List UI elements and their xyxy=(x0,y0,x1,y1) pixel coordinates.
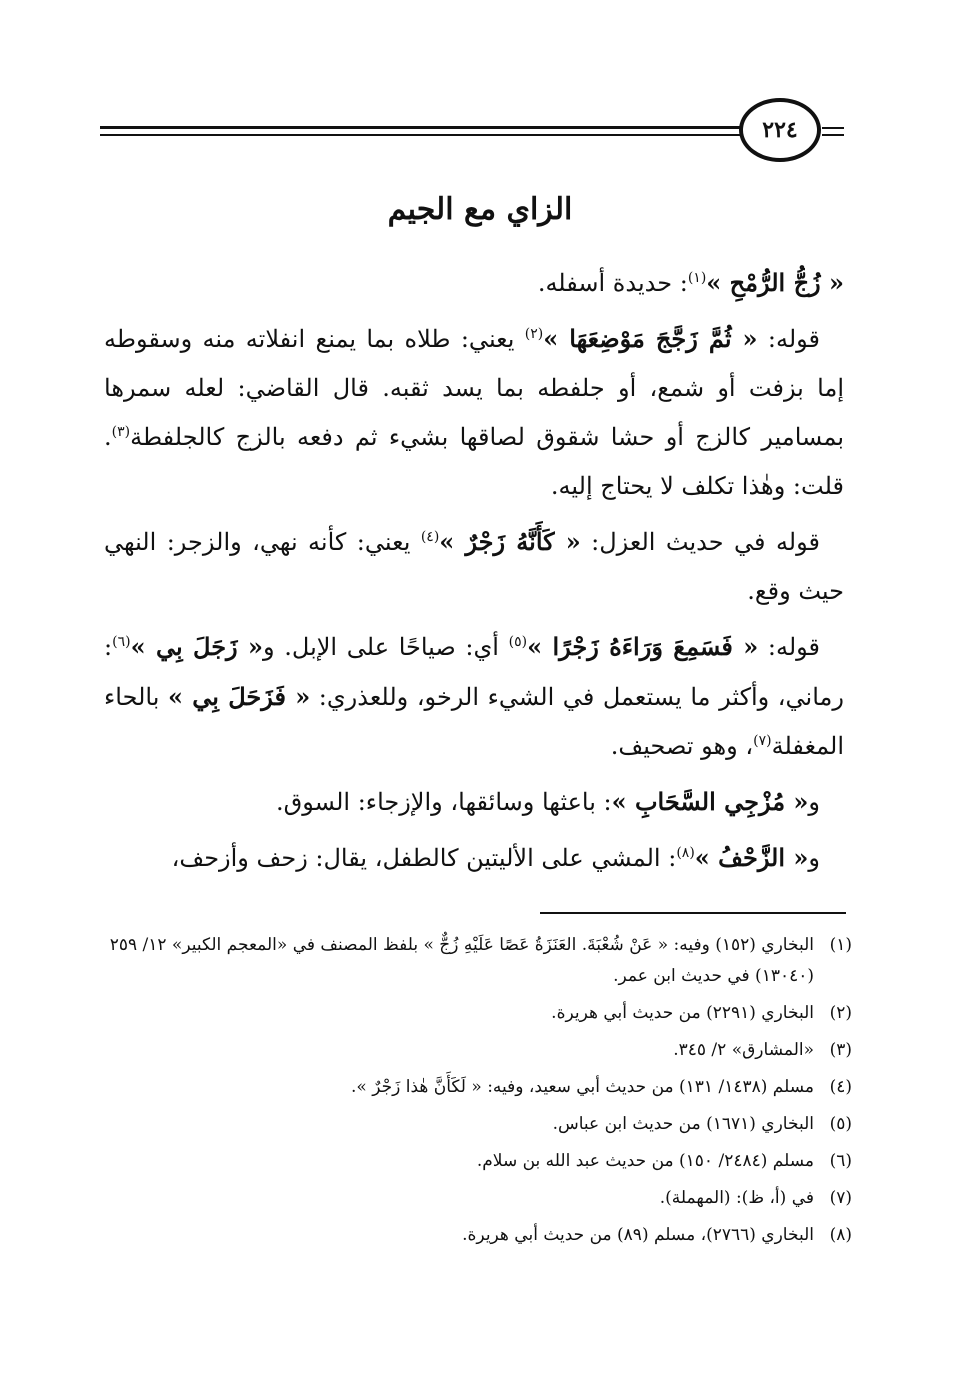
footnote xyxy=(104,1035,852,1066)
footnote-text: مسلم (٢٤٨٤/ ١٥٠) من حديث عبد الله بن سلام. xyxy=(476,1151,814,1171)
footnote-ref[interactable]: (٧) xyxy=(753,733,772,749)
footnote-number: (٦) xyxy=(829,1151,852,1171)
paragraph xyxy=(104,517,844,616)
quoted-term: « فَسَمِعَ وَرَاءَهُ زَجْرًا » xyxy=(527,632,759,661)
footnote-ref[interactable]: (٤) xyxy=(420,529,440,545)
footnote-number: (٢) xyxy=(829,1003,852,1023)
footnotes xyxy=(104,930,852,1257)
paragraph-text: : رماني، وأكثر ما يستعمل في الشيء الرخو، وللعذري: xyxy=(104,633,844,711)
footnote xyxy=(104,1072,852,1103)
paragraph-text: قوله: xyxy=(757,325,821,353)
main-text xyxy=(104,258,844,889)
footnote-number: (١) xyxy=(829,935,852,955)
footnote-number: (٣) xyxy=(829,1040,852,1060)
quoted-term: « كَأَنَّهُ زَجْرٌ » xyxy=(439,527,581,556)
quoted-term: « مُزْجِي السَّحَابِ » xyxy=(611,787,809,816)
footnote-ref[interactable]: (٥) xyxy=(508,634,528,650)
footnote xyxy=(104,1109,852,1140)
footnote-number: (٨) xyxy=(829,1225,852,1245)
header-rule xyxy=(100,126,742,129)
footnote-text: مسلم (١٤٣٨/ ١٣١) من حديث أبي سعيد، وفيه: « لَكَأَنَّ هٰذا زَجْرٌ ». xyxy=(351,1077,814,1097)
footnote-divider xyxy=(540,912,846,914)
paragraph-text: قوله: xyxy=(758,633,821,661)
header-rule-inner xyxy=(100,134,742,136)
footnote-number: (٥) xyxy=(829,1114,852,1134)
paragraph-text: . قلت: وهٰذا تكلف لا يحتاج إليه. xyxy=(104,423,844,500)
paragraph-text: يعني: كأنه نهي، والزجر: النهي حيث وقع. xyxy=(104,528,844,605)
footnote-ref[interactable]: (٦) xyxy=(112,634,131,650)
paragraph-text: ، وهو تصحيف. xyxy=(610,732,754,760)
paragraph xyxy=(104,622,844,771)
footnote-number: (٤) xyxy=(829,1077,852,1097)
header-rule-tail xyxy=(822,127,844,129)
footnote-text: البخاري (١٥٢) وفيه: « عَنْ شُعْبَةَ. العَنَزَةُ عَصًا عَلَيْهِ زُجٌّ » بلفظ المصنف في «المعجم الكبير» ١٢/ ٢٥٩ (١٣٠٤٠) في حديث ابن عمر. xyxy=(109,935,814,986)
footnote-ref[interactable]: (٨) xyxy=(676,845,695,861)
paragraph-text: قوله في حديث العزل: xyxy=(580,528,820,556)
footnote xyxy=(104,1220,852,1251)
footnote-text: البخاري (١٦٧١) من حديث ابن عباس. xyxy=(552,1114,814,1134)
footnote-text: البخاري (٢٧٦٦)، مسلم (٨٩) من حديث أبي هريرة. xyxy=(462,1225,814,1245)
header-rule-tail-inner xyxy=(822,134,844,136)
quoted-term: « الزَّحْفُ » xyxy=(694,843,809,872)
footnote-text: «المشارق» ٢/ ٣٤٥. xyxy=(673,1040,814,1060)
paragraph-text: أي: صياحًا على الإبل. و xyxy=(263,633,509,661)
footnote-ref[interactable]: (٢) xyxy=(524,326,544,342)
page-number: ٢٢٤ xyxy=(739,98,821,162)
paragraph xyxy=(104,833,844,883)
paragraph xyxy=(104,258,844,308)
paragraph-text: و xyxy=(808,844,820,872)
paragraph xyxy=(104,314,844,511)
footnote-ref[interactable]: (١) xyxy=(687,270,707,286)
paragraph-text: بالحاء المغفلة xyxy=(104,683,844,760)
paragraph-text: : المشي على الأليتين كالطفل، يقال: زحف وأزحف، xyxy=(171,844,677,872)
paragraph-text: يعني: طلاه بما يمنع انفلاته منه وسقوطه إما بزفت أو شمع، أو جلفطه بما يسد ثقبه. قال القاضي: لعله سمرها بمسامير كالزج أو حشا شقوق لصاقها بشيء ثم دفعه بالزج كالجلفطة xyxy=(104,325,844,451)
quoted-term: « فَزَحَلَ بِي » xyxy=(167,682,311,711)
section-title: الزاي مع الجيم xyxy=(387,192,573,227)
footnote xyxy=(104,998,852,1029)
paragraph xyxy=(104,777,844,827)
quoted-term: « ثُمَّ زَجَّجَ مَوْضِعَهَا » xyxy=(543,324,758,353)
footnote xyxy=(104,930,852,992)
paragraph-text: : حديدة أسفله. xyxy=(537,269,688,297)
footnote xyxy=(104,1146,852,1177)
footnote-ref[interactable]: (٣) xyxy=(111,424,131,440)
paragraph-text: و xyxy=(808,788,820,816)
quoted-term: « زُجُّ الرُّمْحِ » xyxy=(706,268,844,297)
footnote-text: في (أ، ظ): (المهملة). xyxy=(659,1188,814,1208)
paragraph-text: : باعثها وسائقها، والإزجاء: السوق. xyxy=(276,788,612,816)
footnote-text: البخاري (٢٢٩١) من حديث أبي هريرة. xyxy=(551,1003,814,1023)
footnote xyxy=(104,1183,852,1214)
footnote-number: (٧) xyxy=(829,1188,852,1208)
quoted-term: « زَجَلَ بِي » xyxy=(130,632,264,661)
